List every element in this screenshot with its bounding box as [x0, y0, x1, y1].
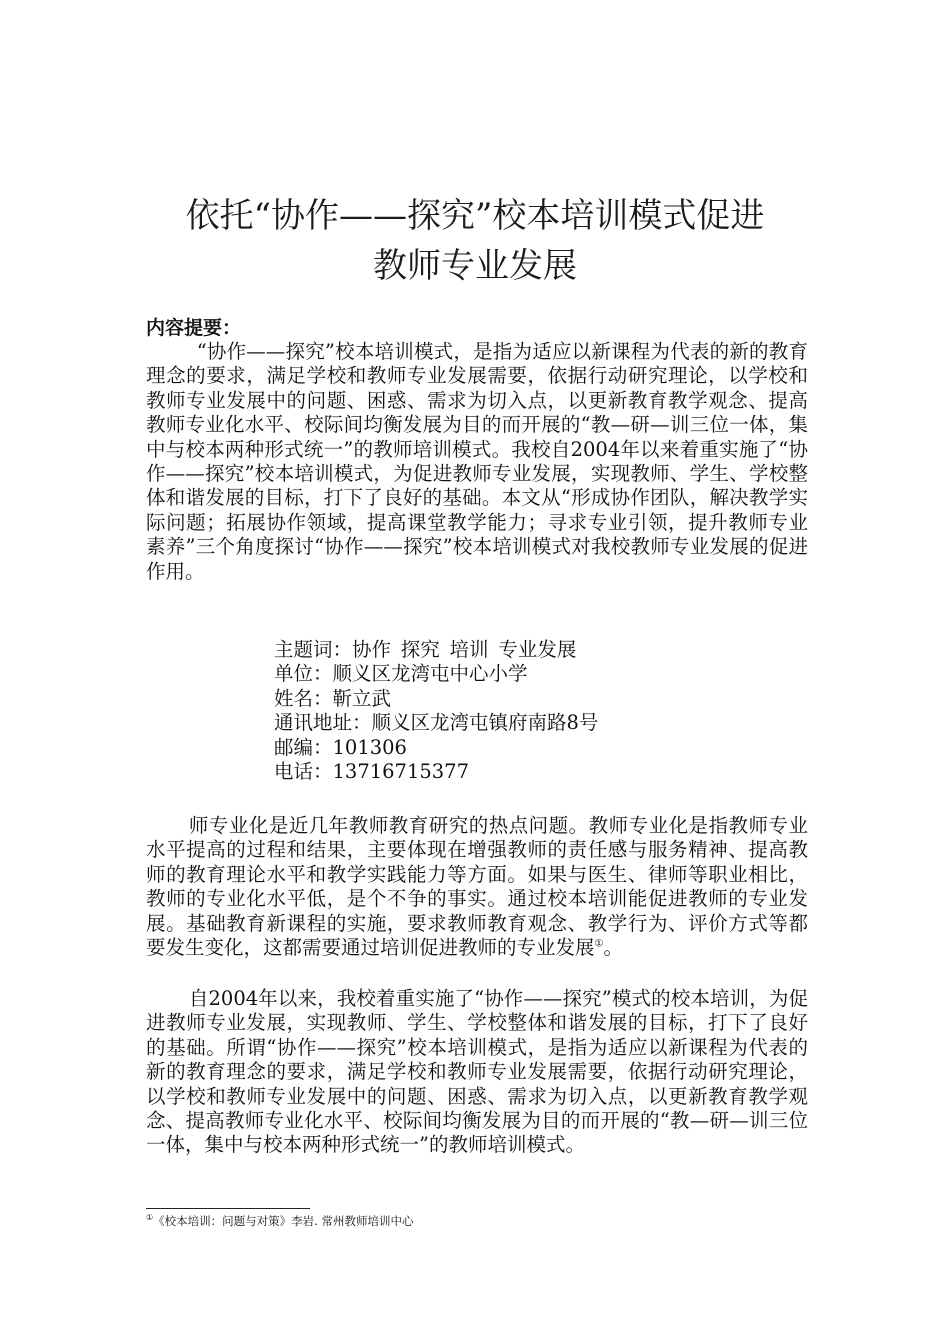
abstract-heading: 内容提要： [146, 317, 242, 339]
keyword: 培训 [449, 638, 489, 661]
author-info-block [274, 638, 598, 784]
abstract-text: “协作——探究”校本培训模式，是指为适应以新课程为代表的新的教育理念的要求，满足学校和教师专业发展需要，依据行动研究理论，以学校和教师专业发展中的问题、困惑、需求为切入点，以更新教育教学观念、提高教师专业化水平、校际间均衡发展为目的而开展的“教—研—训三位一体，集中与校本两种形式统一”的教师培训模式。我校自2004年以来着重实施了“协作——探究”校本培训模式，为促进教师专业发展，实现教师、学生、学校整体和谐发展的目标，打下了良好的基础。本文从“形成协作团队，解决教学实际问题；拓展协作领域，提高课堂教学能力；寻求专业引领，提升教师专业素养”三个角度探讨“协作——探究”校本培训模式对我校教师专业发展的促进作用。 [146, 340, 808, 583]
address-line: 通讯地址：顺义区龙湾屯镇府南路8号 [274, 711, 599, 735]
body-paragraph-1 [146, 814, 808, 960]
keywords-label: 主题词： [274, 638, 353, 661]
paragraph-1-end: 。 [603, 936, 623, 960]
document-title-line-1: 依托“协作——探究”校本培训模式促进 [185, 196, 765, 236]
footnote-reference[interactable]: ① [594, 938, 604, 950]
name-line: 姓名：靳立武 [274, 686, 392, 710]
keywords-line [274, 638, 598, 662]
keyword: 探究 [400, 638, 440, 661]
keyword: 专业发展 [498, 638, 577, 661]
unit-line: 单位：顺义区龙湾屯中心小学 [274, 662, 528, 686]
footnote-text: 《校本培训：问题与对策》李岩. 常州教师培训中心 [153, 1214, 414, 1228]
postcode-line: 邮编：101306 [274, 735, 407, 759]
footnote-mark: ① [146, 1213, 154, 1223]
document-title-line-2: 教师专业发展 [373, 246, 577, 286]
body-paragraph-2: 自2004年以来，我校着重实施了“协作——探究”模式的校本培训，为促进教师专业发展，实现教师、学生、学校整体和谐发展的目标，打下了良好的基础。所谓“协作——探究”校本培训模式，是指为适应以新课程为代表的新的教育理念的要求，满足学校和教师专业发展需要，依据行动研究理论，以学校和教师专业发展中的问题、困惑、需求为切入点，以更新教育教学观念、提高教师专业化水平、校际间均衡发展为目的而开展的“教—研—训三位一体，集中与校本两种形式统一”的教师培训模式。 [146, 987, 808, 1157]
footnote-divider [146, 1208, 310, 1209]
paragraph-1-text: 师专业化是近几年教师教育研究的热点问题。教师专业化是指教师专业水平提高的过程和结果，主要体现在增强教师的责任感与服务精神、提高教师的教育理论水平和教学实践能力等方面。如果与医生、律师等职业相比，教师的专业化水平低，是个不争的事实。通过校本培训能促进教师的专业发展。基础教育新课程的实施，要求教师教育观念、教学行为、评价方式等都要发生变化，这都需要通过培训促进教师的专业发展 [146, 814, 808, 960]
phone-line: 电话：13716715377 [274, 760, 469, 784]
keyword: 协作 [352, 638, 392, 661]
footnote [146, 1214, 413, 1228]
